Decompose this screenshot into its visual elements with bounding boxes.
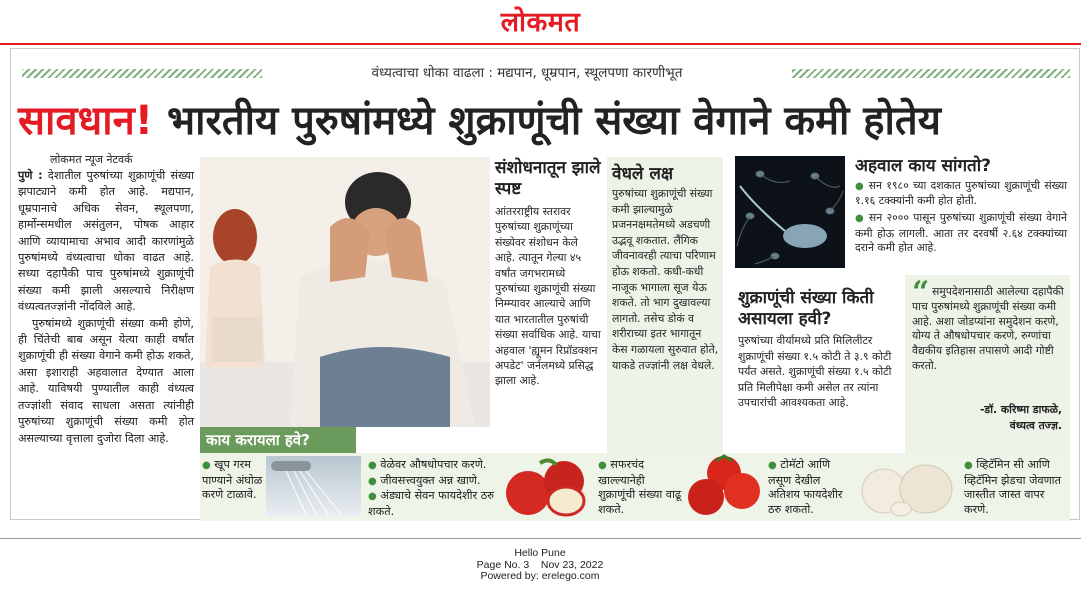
research-body: आंतरराष्ट्रीय स्तरावर पुरुषांच्या शुक्राणूंच्या संख्येवर संशोधन केले आहे. त्यातून गेल्या ४५ वर्षांत जगभरामध्ये पुरुषांच्या शुक्राणूंची संख्या निम्म्यावर आल्याचे आणि यात भारतातील पुरुषांची संख्या सर्वाधिक आहे. याचा अहवाल 'ह्यूमन रिप्रॉडक्शन अपडेट' जर्नलमध्ये प्रसिद्ध झाला आहे. (495, 205, 601, 388)
quote-author: -डॉ. करिष्मा डाफळे, (979, 403, 1062, 416)
tip-text: खूप गरम पाण्याने अंघोळ करणे टाळावे. (202, 458, 263, 501)
page-footer (440, 548, 640, 583)
apple-image (500, 455, 592, 519)
tip-vitamin (964, 458, 1070, 517)
kicker-hatch-left (22, 69, 262, 78)
footer-powered-by[interactable]: Powered by: erelego.com (480, 570, 600, 582)
tip-item (368, 474, 498, 490)
footer-rule (0, 538, 1081, 539)
kicker: वंध्यत्वाचा धोका वाढला : मद्यपान, धूम्रपान, स्थूलपणा कारणीभूत (371, 65, 683, 81)
tips-heading: काय करायला हवे? (200, 427, 356, 453)
bullet-icon: ● (855, 181, 865, 192)
tip-hot-water (202, 458, 266, 503)
bullet-icon: ● (368, 475, 377, 487)
quote-mark-icon: “ (912, 275, 930, 310)
tip-text: वेळेवर औषधोपचार करणे. (380, 458, 487, 471)
tip-text: जीवसत्त्वयुक्त अन्न खाणे. (380, 473, 481, 487)
tip-item (368, 489, 498, 519)
quote-role: वंध्यत्व तज्ज्ञ. (1009, 419, 1062, 432)
headline (18, 94, 1068, 148)
tip-text: अंड्याचे सेवन फायदेशीर ठरु शकते. (368, 489, 494, 518)
bullet-icon: ● (964, 460, 973, 471)
report-point-1 (855, 179, 1067, 208)
count-title: शुक्राणूंची संख्या किती असायला हवी? (738, 288, 874, 329)
report-point-1-text: सन १९८० च्या दशकात पुरुषांच्या शुक्राणूंची संख्या १.१६ टक्क्यांनी कमी होत होती. (855, 179, 1067, 208)
tip-tomato-garlic (768, 458, 854, 517)
tip-text: सफरचंद खाल्ल्यानेही शुक्राणूंची संख्या वाढू शकते. (598, 458, 682, 516)
report-points (855, 179, 1067, 255)
apple-graphic (500, 455, 592, 519)
report-point-2 (855, 211, 1067, 255)
dateline: पुणे : (18, 169, 43, 182)
bullet-icon: ● (368, 491, 377, 502)
tip-text: टोमॅटो आणि लसूण देखील अतिशय फायदेशीर ठरु शकतो. (768, 458, 843, 516)
kicker-hatch-right (792, 69, 1070, 78)
byline: लोकमत न्यूज नेटवर्क (50, 153, 133, 166)
tip-text: व्हिटॅमिन सी आणि व्हिटॅमिन झेडचा जेवणात जास्तीत जास्त वापर करणे. (964, 458, 1061, 516)
bullet-icon: ● (368, 460, 377, 471)
lead-text-1: देशातील पुरुषांच्या शुक्राणूंची संख्या झपाट्याने कमी होत आहे. मद्यपान, धूम्रपानाचे अधिक सेवन, स्थूलपणा, हार्मोन्समधील असंतुलन, पोषक आहार आणि व्यायामाचा अभाव आदी कारणांमुळे पुरुषांमध्ये वंध्यत्वाचा धोका वाढत आहे. सध्या दहापैकी पाच पुरुषांमध्ये शुक्राणूंची संख्या कमी झाली असल्याचे निरीक्षण वंध्यत्वतज्ज्ञांनी नोंदविले आहे. (18, 169, 194, 314)
lead-column (18, 168, 194, 447)
bullet-icon: ● (855, 213, 865, 225)
garlic-image (856, 455, 958, 519)
report-point-2-text: सन २००० पासून पुरुषांच्या शुक्राणूंची संख्या वेगाने कमी होऊ लागली. आता तर दरवर्षी २.६४ टक्क्यांच्या दराने कमी होत आहे. (855, 211, 1067, 254)
masthead-rule (0, 43, 1081, 45)
tomato-image (684, 453, 764, 519)
lead-paragraph-2: पुरुषांमध्ये शुक्राणूंची संख्या कमी होणे, ही चिंतेची बाब असून येत्या काही वर्षांत शुक्राणूंची ही संख्या वेगाने कमी होऊ शकते, असा इशाराही अहवालात देण्यात आला आहे. याविषयी पुण्यातील काही वंध्यत्व तज्ज्ञांशी संवाद साधला असता त्यांनीही पुरुषांच्या शुक्राणूंची संख्या कमी होत असल्याच्या वृत्ताला दुजोरा दिला आहे. (18, 316, 194, 445)
shower-image (266, 456, 361, 516)
count-body: पुरुषांच्या वीर्यामध्ये प्रति मिलिलीटर शुक्राणूंची संख्या १.५ कोटी ते ३.९ कोटी पर्यंत असते. शुक्राणूंची संख्या १.५ कोटी प्रति मिलीपेक्षा कमी असेल तर त्यांना उपचारांची आवश्यकता आहे. (738, 334, 892, 410)
shower-graphic (266, 456, 361, 516)
sperm-graphic (735, 156, 845, 268)
tip-apple (598, 458, 684, 517)
article-photo (200, 157, 490, 427)
headline-main: भारतीय पुरुषांमध्ये शुक्राणूंची संख्या वेगाने कमी होतेय (166, 98, 941, 144)
couple-illustration (200, 157, 490, 427)
footer-edition: Hello Pune (514, 547, 566, 559)
tip-list-medicine (368, 458, 498, 519)
bullet-icon: ● (598, 460, 607, 471)
attention-body: पुरुषांच्या शुक्राणूंची संख्या कमी झाल्यामुळे प्रजननक्षमतेमध्ये अडचणी उद्भवू शकतात. लैंगिक जीवनावरही त्याचा परिणाम होऊ शकतो. कधी-कधी नाजूक भागाला सूज येऊ शकते. तो भाग दुखावल्या लागतो. तसेच डोकं व शरीराच्या इतर भागातून केस गळायला सुरुवात होते, याकडे तज्ज्ञांनी लक्ष वेधले. (612, 187, 719, 372)
research-title: संशोधनातून झाले स्पष्ट (495, 158, 601, 199)
headline-highlight: सावधान! (18, 98, 154, 144)
lead-paragraph-1 (18, 168, 194, 316)
bullet-icon: ● (768, 460, 777, 471)
report-title: अहवाल काय सांगतो? (855, 156, 991, 176)
bullet-icon: ● (202, 460, 211, 471)
attention-title: वेधले लक्ष (612, 164, 674, 184)
garlic-graphic (856, 455, 958, 519)
footer-page-date: Page No. 3 Nov 23, 2022 (476, 558, 604, 571)
newspaper-logo[interactable]: लोकमत (500, 7, 581, 38)
tomato-graphic (684, 453, 764, 519)
tip-item (368, 458, 498, 474)
quote-body: समुपदेशनासाठी आलेल्या दहापैकी पाच पुरुषांमध्ये शुक्राणूंची संख्या कमी आहे. अशा जोडप्यांना समुदेशन करणे, योग्य ते औषधोपचार करणे, रुग्णांचा वैद्यकीय इतिहास तपासणे आदी गोष्टी करतो. (912, 285, 1064, 372)
sperm-image (735, 156, 845, 268)
